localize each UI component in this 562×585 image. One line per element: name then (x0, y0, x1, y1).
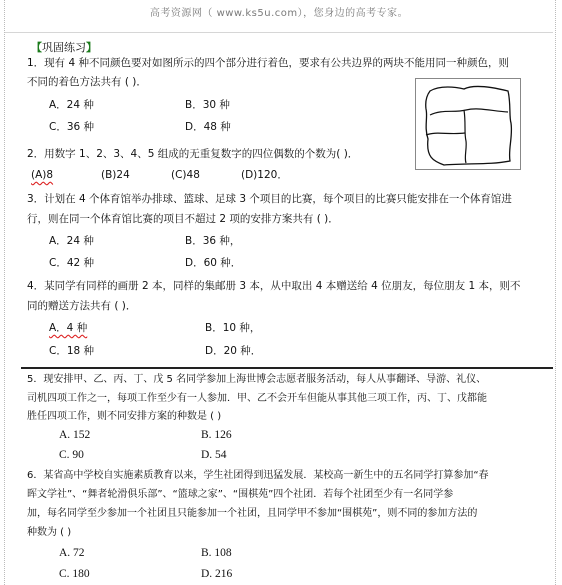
q6-option-c: C. 180 (59, 568, 90, 580)
page-header: 高考资源网（ www.ks5u.com），您身边的高考专家。 (5, 0, 553, 33)
q2-option-d: (D)120． (241, 169, 288, 181)
section-divider (21, 367, 553, 369)
q3-option-a: A．24 种 (49, 235, 94, 247)
q1-option-b: B．30 种 (185, 99, 230, 111)
q5-option-b: B. 126 (201, 429, 232, 441)
q1-line2: 不同的着色方法共有 ( )． (27, 76, 147, 88)
q4-option-c: C．18 种 (49, 345, 95, 357)
q3-option-b: B．36 种， (185, 235, 241, 247)
four-region-map-figure (415, 78, 521, 170)
q6-line3: 加，每名同学至少参加一个社团且只能参加一个社团，且同学甲不参加“围棋苑”，则不同的参加方法的 (27, 508, 478, 519)
q4-option-a: A．4 种 (49, 322, 88, 334)
q6-option-d: D. 216 (201, 568, 233, 580)
q3-line2: 行，则在同一个体育馆比赛的项目不超过 2 项的安排方案共有 ( )． (27, 213, 339, 225)
q6-option-b: B. 108 (201, 547, 232, 559)
q4-option-b: B．10 种， (205, 322, 261, 334)
q5-line2: 司机四项工作之一，每项工作至少有一人参加．甲、乙不会开车但能从事其他三项工作，丙、丁、戊都能 (27, 393, 487, 404)
q2-line1: 2．用数字 1、2、3、4、5 组成的无重复数字的四位偶数的个数为( )． (27, 148, 359, 160)
section-title: 巩固练习 (42, 41, 86, 54)
q2-option-c: (C)48 (171, 169, 200, 181)
q4-option-d: D．20 种． (205, 345, 262, 357)
section-heading (31, 39, 97, 55)
q5-line3: 胜任四项工作，则不同安排方案的种数是 ( ) (27, 411, 222, 422)
q1-line1: 1．现有 4 种不同颜色要对如图所示的四个部分进行着色，要求有公共边界的两块不能用同一种颜色，则 (27, 57, 510, 69)
q2-option-a: (A)8 (31, 169, 54, 181)
bracket-open: 【 (31, 41, 42, 54)
q2-option-b: (B)24 (101, 169, 130, 181)
q5-option-a: A. 152 (59, 429, 91, 441)
q3-option-c: C．42 种 (49, 257, 95, 269)
q4-line1: 4．某同学有同样的画册 2 本，同样的集邮册 3 本，从中取出 4 本赠送给 4 位朋友，每位朋友 1 本，则不 (27, 280, 521, 292)
q5-option-c: C. 90 (59, 449, 84, 461)
q3-line1: 3．计划在 4 个体育馆举办排球、篮球、足球 3 个项目的比赛，每个项目的比赛只能安排在一个体育馆进 (27, 193, 512, 205)
q3-option-d: D．60 种． (185, 257, 242, 269)
q1-option-c: C．36 种 (49, 121, 95, 133)
bracket-close: 】 (86, 41, 97, 54)
q5-option-d: D. 54 (201, 449, 227, 461)
document-page (4, 0, 556, 585)
q6-line2: 晖文学社”、“舞者轮滑俱乐部”、“篮球之家”、“围棋苑”四个社团．若每个社团至少有一名同学参 (27, 489, 454, 500)
q5-line1: 5．现安排甲、乙、丙、丁、戊 5 名同学参加上海世博会志愿者服务活动，每人从事翻译、导游、礼仪、 (27, 374, 487, 385)
q6-line1: 6．某省高中学校自实施素质教育以来，学生社团得到迅猛发展．某校高一新生中的五名同学打算参加“春 (27, 470, 489, 481)
q6-line4: 种数为 ( ) (27, 527, 72, 538)
q1-option-d: D．48 种 (185, 121, 231, 133)
q1-option-a: A．24 种 (49, 99, 94, 111)
q6-option-a: A. 72 (59, 547, 85, 559)
q4-line2: 同的赠送方法共有 ( )． (27, 300, 137, 312)
